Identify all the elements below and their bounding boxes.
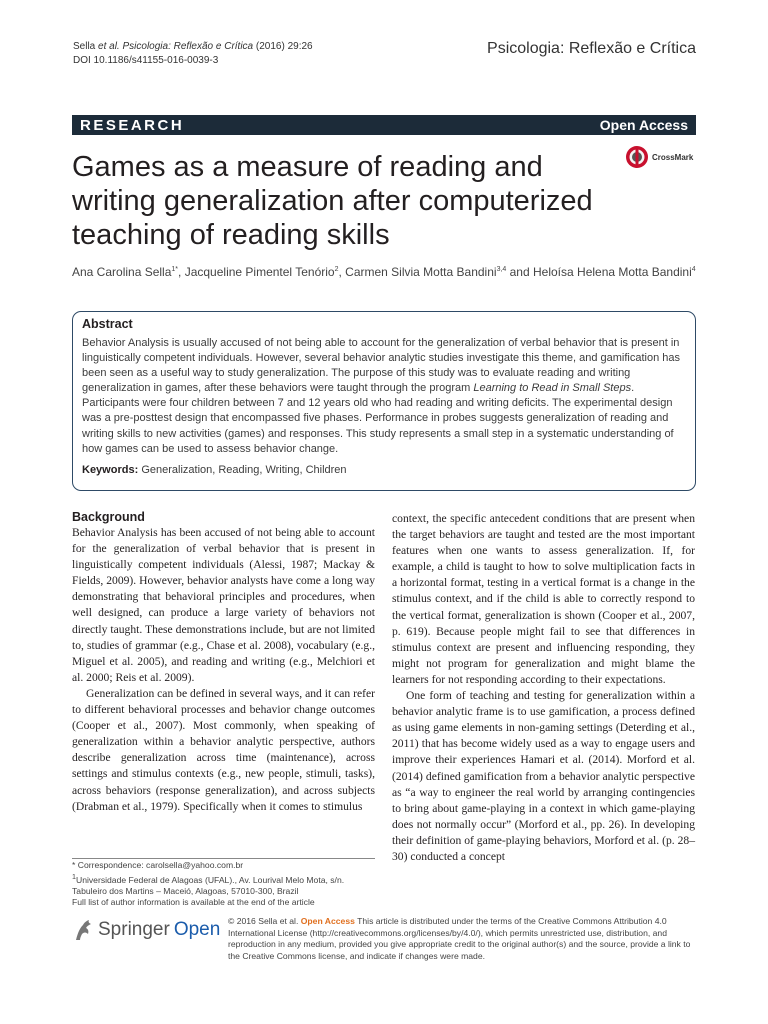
crossmark-icon (625, 145, 649, 169)
abstract-text: Behavior Analysis is usually accused of not being able to account for the generalization of verbal behavior that is present in linguistically competent individuals. However, several behavior analytic studies investigate this theme, and gamification has been seen as a useful way to study generalization. The purpose of this study was to evaluate reading and writing generalization in games, after these behaviors were taught through the program Learning to Read in Small Steps. Participants were four children between 7 and 12 years old who had reading and writing deficits. The experimental design was a pre-posttest design that encompassed five phases. Performance in probes suggests generalization of reading and writing skills to new activities (games) and responses. This study represents a small step in a systematic understanding of how games can be used to assess behavior change. (82, 337, 680, 455)
author-affiliation-mark: 2 (334, 266, 339, 273)
paragraph: context, the specific antecedent conditions that are present when the target behaviors are taught and tested are the most important features when one wants to assess generalization. If, for example, a child is taught to how to solve multiplication facts in a horizontal format, testing in a vertical format is a change in the stimulus context, and if the child is able to correctly respond to the vertical format, generalization is shown (Cooper et al., 2007, p. 619). Because people might fail to see that differences in stimulus context are present and influencing responding, they might not program for generalization and might blame the learners for not responding according to their expectations. (392, 512, 695, 686)
research-banner (72, 115, 696, 135)
paragraph: Behavior Analysis has been accused of not being able to account for the generalization of verbal behavior that is present in linguistically competent individuals (Alessi, 1987; Mackay & Fields, 2009). However, behavior analysts have come a long way demonstrating that behavioral principles and procedures, when well designed, can produce a large variety of behaviors not directly taught. These demonstrations include, but are not limited to, studies of grammar (e.g., Chase et al. 2008), vocabulary (e.g., Miguel et al. 2005), and reading and writing (e.g., Melchiori et al. 2000; Reis et al. 2009). (72, 526, 375, 684)
abstract-box (72, 311, 696, 491)
footnote-divider (72, 858, 375, 859)
keywords-list: Generalization, Reading, Writing, Children (141, 463, 347, 476)
open-wordmark: Open (173, 919, 221, 940)
keywords-label: Keywords: (82, 463, 139, 476)
author-affiliation-mark: 4 (691, 266, 696, 273)
citation-journal: Psicologia: Reflexão e Crítica (122, 41, 254, 52)
author-name: Carmen Silvia Motta Bandini (345, 265, 497, 279)
correspondence: * Correspondence: carolsella@yahoo.com.br (72, 860, 244, 870)
body-column-left (72, 509, 375, 815)
author-separator: , (178, 265, 185, 279)
springer-horse-icon (72, 918, 94, 942)
citation-year-volume: (2016) 29:26 (255, 41, 313, 52)
paragraph: One form of teaching and testing for generalization within a behavior analytic frame is to use gamification, a process defined as using game elements in non-gaming settings (Deterding et al., 2011) that has become widely used as a way to engage users and improve their experiences Hamari et al. (2014). Morford et al. (2014) defined gamification from a behavior analytic perspective as “a way to engineer the real world by arranging contingencies to bring about game-playing in a context in which game-playing does not normally occur” (Morford et al., pp. 26). In developing their definition of game-playing behaviors, Morford et al. (p. 28–30) conducted a concept (392, 689, 695, 863)
author-separator: , (338, 265, 346, 279)
background-heading: Background (72, 510, 145, 524)
license-text: © 2016 Sella et al. Open Access This article is distributed under the terms of the Creative Commons Attribution 4.0 International License (http://creativecommons.org/licenses/by/4.0/), which permits unrestricted use, distribution, and reproduction in any medium, provided you give appropriate credit to the original author(s) and the source, provide a link to the Creative Commons license, and indicate if changes were made. (228, 916, 691, 961)
affiliation: $^1$Universidade Federal de Alagoas (UFAL)., Av. Lourival Melo Mota, s/n. Tabuleiro dos Martins – Maceió, Alagoas, 57010-300, Brazil (72, 872, 345, 896)
full-list-note: Full list of author information is available at the end of the article (72, 897, 315, 908)
author-affiliation-mark: 3,4 (496, 266, 507, 273)
citation-header (73, 40, 313, 68)
author-name: Jacqueline Pimentel Tenório (184, 265, 335, 279)
citation-authors: Sella (73, 41, 96, 52)
footnotes (72, 860, 375, 909)
citation-etal: et al. (98, 41, 120, 52)
author-name: Heloísa Helena Motta Bandini (533, 265, 692, 279)
author-affiliation-mark: 1* (171, 266, 179, 273)
abstract-heading: Abstract (82, 317, 133, 331)
author-name: Ana Carolina Sella (72, 265, 172, 279)
keywords (82, 463, 686, 478)
springer-open-logo (72, 918, 220, 942)
crossmark-label: CrossMark (652, 152, 694, 162)
open-access-label: Open Access (599, 117, 688, 133)
springer-wordmark: Springer (98, 919, 170, 940)
paragraph: Generalization can be defined in several ways, and it can refer to different behavioral processes and behavior change outcomes (Cooper et al., 2007). Most commonly, when speaking of generalization within a behavior analytic perspective, authors describe generalization across time (maintenance), across settings and stimulus contexts (e.g., new people, stimuli, tasks), across behaviors (response generalization), and across subjects (Drabman et al., 1979). Specifically when it comes to stimulus (72, 686, 375, 813)
article-title: Games as a measure of reading and writing generalization after computerized teaching of reading skills (72, 151, 593, 251)
body-column-right (392, 511, 695, 865)
section-label: RESEARCH (80, 116, 185, 134)
crossmark-badge[interactable] (625, 145, 693, 169)
author-separator: and (506, 265, 533, 279)
doi[interactable]: DOI 10.1186/s41155-016-0039-3 (73, 55, 219, 66)
author-list (72, 265, 702, 279)
journal-name: Psicologia: Reflexão e Crítica (487, 40, 696, 57)
